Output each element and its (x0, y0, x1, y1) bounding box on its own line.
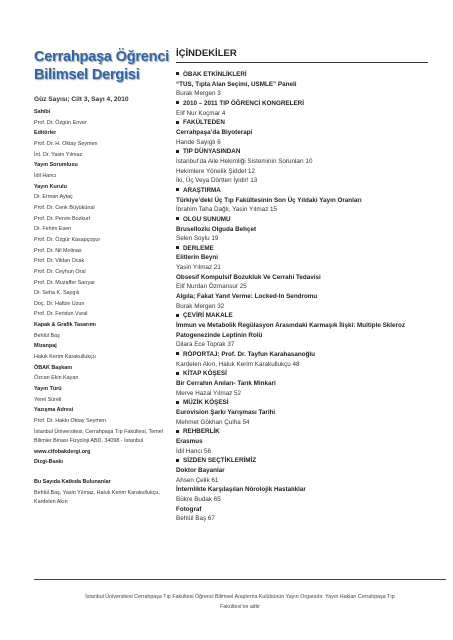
staff-name: Prof. Dr. Feridun Vural (34, 311, 88, 318)
staff-name: Prof. Dr. Pervin Bozkurt (34, 215, 91, 222)
staff-list (34, 107, 172, 468)
toc-article-title: Eurovision Şarkı Yarışması Tarihi (176, 408, 276, 416)
masthead-column (34, 48, 172, 508)
toc-author-page: İki, Üç Veya Dörtten İyidir! 13 (176, 177, 258, 185)
footer-line1: İstanbul Üniversitesi Cerrahpaşa Tıp Fakültesi Öğrenci Bilimsel Araştırma Kulübünün Yayın Organıdır. Yayın Hakları Cerrahpaşa Tıp (85, 594, 395, 600)
staff-name: Dr. Seha K. Saygılı (34, 290, 80, 297)
toc-section-heading (176, 99, 446, 109)
toc-author-page: Yasin Yılmaz 21 (176, 264, 221, 272)
footer-line2: Fakültesi’ne aittir (220, 604, 260, 610)
staff-role-label: Yazışma Adresi (34, 407, 74, 414)
toc-author-page: İdil Hancı 56 (176, 447, 212, 455)
bullet-icon (176, 459, 179, 462)
toc-author-page: Kardelen Akın, Haluk Kerim Karakullukçu 48 (176, 360, 300, 368)
toc-section-label: MÜZİK KÖŞESİ (183, 399, 229, 407)
bullet-icon (176, 401, 179, 404)
staff-name: İnt. Dr. Yasin Yılmaz (34, 151, 83, 158)
bullet-icon (176, 430, 179, 433)
bullet-icon (176, 101, 179, 104)
toc-author-page: Dilara Ece Toprak 37 (176, 341, 235, 349)
issue-info: Güz Sayısı; Cilt 3, Sayı 4, 2010 (34, 96, 129, 103)
toc-section-label: OLGU SUNUMU (183, 215, 231, 223)
staff-name: Prof. Dr. Hakkı Oktay Seymen (34, 418, 106, 425)
toc-section-label: SİZDEN SEÇTİKLERİMİZ (183, 457, 257, 465)
toc-article-title: Obsesif Kompulsif Bozukluk Ve Cerrahi Tedavisi (176, 273, 321, 281)
toc-article-title: Fotograf (176, 505, 202, 513)
toc-list (176, 70, 446, 524)
toc-section-heading (176, 186, 446, 196)
toc-section-heading (176, 147, 446, 157)
toc-article-title: Cerrahpaşa’da Biyoterapi (176, 128, 253, 136)
staff-name: Prof. Dr. Cenk Büyükünal (34, 204, 95, 211)
staff-role-label: ÖBAK Başkanı (34, 364, 73, 371)
bullet-icon (176, 150, 179, 153)
toc-section-label: KİTAP KÖŞESİ (183, 370, 227, 378)
staff-name: Prof. Dr. Özgün Enver (34, 119, 87, 126)
staff-name: Prof. Dr. Nil Molinas (34, 247, 82, 254)
staff-name: Dr. Erman Aytaç (34, 194, 73, 201)
journal-title (34, 48, 172, 84)
staff-role-label: Yayın Türü (34, 386, 62, 393)
toc-section-heading (176, 244, 446, 254)
toc-section-heading (176, 118, 446, 128)
toc-section-label: ÖBAK ETKİNLİKLERİ (183, 71, 247, 78)
contributors-text: Behlül Baş, Yasin Yılmaz, Haluk Kerim Karakullukçu, Kardelen Akın (34, 489, 160, 505)
staff-name: Behlül Baş (34, 332, 60, 339)
toc-section-label: ÇEVİRİ MAKALE (183, 312, 233, 320)
toc-section-heading (176, 369, 446, 379)
toc-author-page: Hande Sayıglı 6 (176, 138, 221, 146)
toc-author-page: Selen Soylu 19 (176, 235, 219, 243)
staff-name: Prof. Dr. Ceyhun Oral (34, 268, 86, 275)
toc-author-page: Elif Nurdan Özmansur 25 (176, 283, 247, 291)
toc-section-label: ARAŞTIRMA (183, 186, 221, 194)
staff-role-label: Dizgi-Baskı (34, 459, 64, 466)
journal-title-line1: Cerrahpaşa Öğrenci (34, 49, 170, 65)
staff-role-label: www.ctfobakdergi.org (34, 448, 91, 455)
toc-author-page: İstanbul’da Aile Hekimliği Sisteminin Sorunları 10 (176, 157, 313, 165)
toc-article-title: Türkiye’deki Üç Tıp Fakültesinin Son Üç Yıldaki Yayın Oranları (176, 196, 362, 204)
toc-section-heading (176, 215, 446, 225)
staff-name: Doç. Dr. Hafize Uzun (34, 300, 85, 307)
toc-section-label: RÖPORTAJ: Prof. Dr. Tayfun Karahasanoğlu (183, 351, 316, 359)
bullet-icon (176, 246, 179, 249)
staff-name: Haluk Kerim Karakullukçu (34, 354, 96, 361)
toc-section-label: TIP DÜNYASINDAN (183, 148, 241, 156)
bullet-icon (176, 72, 179, 75)
table-of-contents (176, 48, 446, 524)
toc-section-label: 2010 – 2011 TIP ÖĞRENCİ KONGRELERİ (183, 99, 304, 107)
toc-article-title: Doktor Bayanlar (176, 466, 225, 474)
toc-article-title: İmmun ve Metabolik Regülasyon Arasındaki Karmaşık İlişki: Multiple Skleroz (176, 322, 405, 330)
footer (40, 592, 440, 612)
footer-divider (34, 579, 446, 580)
toc-section-label: FAKÜLTEDEN (183, 119, 225, 127)
toc-section-heading (176, 70, 446, 80)
staff-role-label: Sahibi (34, 109, 51, 115)
staff-name: Prof. Dr. Özgür Kasapçopur (34, 236, 101, 243)
toc-section-label: REHBERLİK (183, 428, 220, 436)
toc-author-page: Burak Mergen 32 (176, 302, 225, 310)
journal-title-line2: Bilimsel Dergisi (34, 67, 140, 83)
toc-article-title: Brusellozlu Olguda Behçet (176, 225, 257, 233)
staff-name: Özcan Ekin Kayan (34, 375, 79, 382)
staff-name: Prof. Dr. Muzaffer Sarıyar (34, 279, 96, 286)
staff-name: İstanbul Üniversitesi, Cerrahpaşa Tıp Fakültesi, Temel Bilimler Binası Fizyoloji ABD, 34098 - İstanbul (34, 428, 163, 444)
staff-name: İdil Hancı (34, 172, 57, 179)
toc-article-title: Patogenezinde Leptinin Rolü (176, 331, 263, 339)
contributors-heading: Bu Sayıda Katkıda Bulunanlar (34, 479, 111, 485)
toc-section-heading (176, 427, 446, 437)
toc-section-heading (176, 350, 446, 360)
toc-article-title: “TUS, Tıpta Alan Seçimi, USMLE” Paneli (176, 80, 297, 88)
toc-author-page: İbrahim Taha Dağlı, Yasin Yılmaz 15 (176, 206, 278, 214)
bullet-icon (176, 188, 179, 191)
toc-article-title: İnternlikte Karşılaşılan Nörolojik Hastalıklar (176, 486, 306, 494)
toc-section-heading (176, 456, 446, 466)
toc-author-page: Ahsen Çelik 61 (176, 476, 219, 484)
toc-author-page: Elif Nur Koçmar 4 (176, 109, 226, 117)
staff-role-label: Kapak & Grafik Tasarımı (34, 322, 96, 329)
toc-author-page: Merve Hazal Yılmaz 52 (176, 389, 241, 397)
bullet-icon (176, 352, 179, 355)
staff-role-label: Mizanpaj (34, 343, 57, 350)
toc-author-page: Burak Mergen 3 (176, 90, 221, 98)
staff-name: Yerel Süreli (34, 396, 62, 403)
staff-role-label: Yayın Kurulu (34, 183, 67, 190)
staff-name: Prof. Dr. H. Oktay Seymen (34, 140, 98, 147)
toc-article-title: Bir Cerrahın Anıları- Tarık Minkari (176, 380, 276, 387)
toc-author-page: Bükre Budak 65 (176, 495, 221, 503)
bullet-icon (176, 372, 179, 375)
toc-article-title: Algıla; Fakat Yanıt Verme: Locked-In Sendromu (176, 293, 318, 301)
bullet-icon (176, 314, 179, 317)
toc-title: İÇİNDEKİLER (176, 48, 428, 63)
toc-article-title: Erasmus (176, 437, 203, 445)
toc-section-label: DERLEME (183, 244, 214, 252)
bullet-icon (176, 217, 179, 220)
toc-author-page: Behlül Baş 67 (176, 515, 215, 523)
staff-role-label: Editörler (34, 130, 57, 137)
toc-author-page: Mehmet Gökhan Çulha 54 (176, 418, 250, 426)
staff-name: Prof. Dr. Vildan Ocak (34, 258, 85, 265)
toc-article-title: Elitlerin Beyni (176, 254, 218, 262)
toc-author-page: Hekimlere Yönelik Şiddet 12 (176, 167, 255, 175)
toc-section-heading (176, 311, 446, 321)
staff-name: Dr. Fehim Esen (34, 226, 72, 233)
bullet-icon (176, 121, 179, 124)
staff-role-label: Yayın Sorumlusu (34, 162, 78, 169)
toc-section-heading (176, 398, 446, 408)
